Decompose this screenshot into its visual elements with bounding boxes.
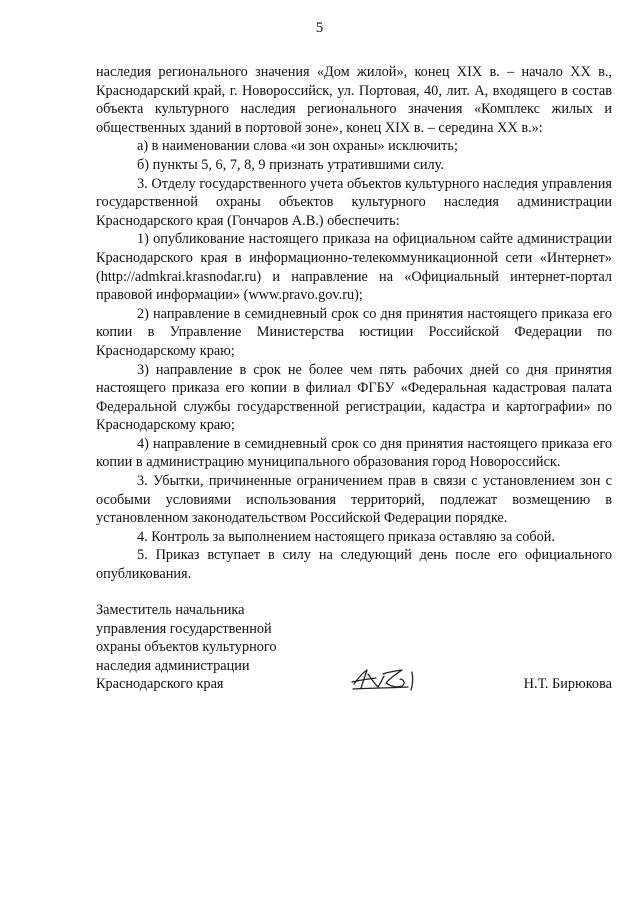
signatory-name: Н.Т. Бирюкова: [523, 676, 612, 692]
handwritten-signature-icon: [350, 662, 430, 698]
position-line: Заместитель начальника: [96, 602, 245, 618]
position-line: охраны объектов культурного: [96, 639, 277, 656]
paragraph-subitem-3: 3) направление в срок не более чем пять рабочих дней со дня принятия настоящего приказа его копии в филиал ФГБУ «Федеральная кадастровая палата Федеральной службы государственной регистрации, кадастра и картографии» по Краснодарскому краю;: [96, 361, 612, 434]
paragraph-subitem-1: 1) опубликование настоящего приказа на официальном сайте администрации Краснодарского края в информационно-телекоммуникационной сети «Интернет» (http://admkrai.krasnodar.ru) и направление на «Официальный интернет-портал правовой информации» (www.pravo.gov.ru);: [96, 231, 612, 304]
paragraph-subitem-4: 4) направление в семидневный срок со дня принятия настоящего приказа его копии в администрацию муниципального образования город Новороссийск.: [96, 435, 612, 471]
paragraph-clause-losses: 3. Убытки, причиненные ограничением прав в связи с установлением зон с особыми условиями использования территорий, подлежат возмещению в установленном законодательством Российской Федерации порядке.: [96, 473, 612, 527]
paragraph-clause-5: 5. Приказ вступает в силу на следующий день после его официального опубликования.: [96, 547, 612, 583]
paragraph-clause-4: 4. Контроль за выполнением настоящего приказа оставляю за собой.: [137, 528, 556, 545]
paragraph-item-a: а) в наименовании слова «и зон охраны» исключить;: [137, 138, 458, 155]
paragraph-clause-3: 3. Отделу государственного учета объектов культурного наследия управления государственной охраны объектов культурного наследия администрации Краснодарского края (Гончаров А.В.) обеспечить:: [96, 175, 612, 229]
position-line: управления государственной: [96, 620, 272, 637]
position-line: наследия администрации: [96, 657, 250, 674]
paragraph-continuation: наследия регионального значения «Дом жилой», конец XIX в. – начало XX в., Краснодарский край, г. Новороссийск, ул. Портовая, 40, лит. А, входящего в состав объекта культурного наследия регионального значения «Комплекс жилых и общественных зданий в портовой зоне», конец XIX в. – середина XX в.»:: [96, 64, 612, 136]
paragraph-subitem-2: 2) направление в семидневный срок со дня принятия настоящего приказа его копии в Управление Министерства юстиции Российской Федерации по Краснодарскому краю;: [96, 305, 612, 359]
paragraph-item-b: б) пункты 5, 6, 7, 8, 9 признать утратившими силу.: [137, 156, 444, 173]
document-body: [96, 63, 612, 584]
page-number: 5: [315, 20, 324, 36]
position-line: Краснодарского края: [96, 676, 224, 693]
